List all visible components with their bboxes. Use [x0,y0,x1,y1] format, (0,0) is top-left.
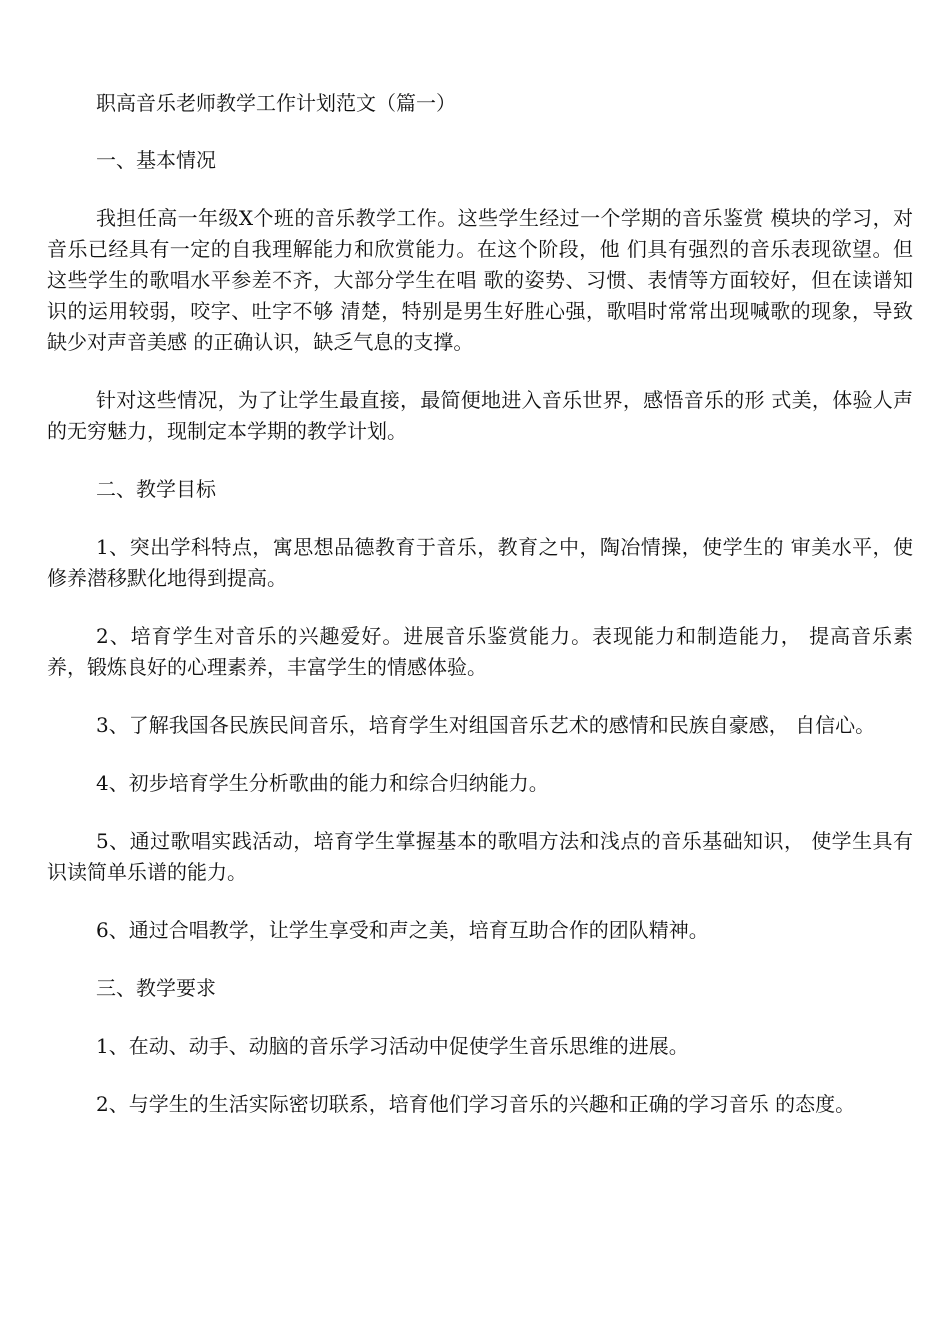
section-heading-teaching-goals: 二、教学目标 [96,477,216,501]
goal-item-2: 2、培育学生对音乐的兴趣爱好。进展音乐鉴赏能力。表现能力和制造能力， 提高音乐素养，锻炼良好的心理素养，丰富学生的情感体验。 [47,624,913,679]
requirement-item-2: 2、与学生的生活实际密切联系，培育他们学习音乐的兴趣和正确的学习音乐 的态度。 [96,1092,856,1116]
goal-item-1: 1、突出学科特点，寓思想品德教育于音乐，教育之中，陶冶情操，使学生的 审美水平，使修养潜移默化地得到提高。 [47,535,913,590]
section-heading-teaching-requirements: 三、教学要求 [96,976,216,1000]
requirement-item-1: 1、在动、动手、动脑的音乐学习活动中促使学生音乐思维的进展。 [96,1034,689,1058]
section-heading-basic-situation: 一、基本情况 [96,148,216,172]
goal-item-3: 3、了解我国各民族民间音乐，培育学生对组国音乐艺术的感情和民族自豪感， 自信心。 [96,713,876,737]
goal-item-4: 4、初步培育学生分析歌曲的能力和综合归纳能力。 [96,771,549,795]
goal-item-5: 5、通过歌唱实践活动，培育学生掌握基本的歌唱方法和浅点的音乐基础知识， 使学生具有识读简单乐谱的能力。 [47,829,913,884]
goal-item-6: 6、通过合唱教学，让学生享受和声之美，培育互助合作的团队精神。 [96,918,709,942]
document-title: 职高音乐老师教学工作计划范文（篇一） [96,91,456,115]
paragraph-plan-purpose: 针对这些情况，为了让学生最直接，最简便地进入音乐世界，感悟音乐的形 式美，体验人声的无穷魅力，现制定本学期的教学计划。 [47,388,913,443]
document-body [47,88,913,1120]
paragraph-student-situation: 我担任高一年级X个班的音乐教学工作。这些学生经过一个学期的音乐鉴赏 模块的学习，对音乐已经具有一定的自我理解能力和欣赏能力。在这个阶段，他 们具有强烈的音乐表现欲望。但这些学生的歌唱水平参差不齐，大部分学生在唱 歌的姿势、习惯、表情等方面较好，但在读谱知识的运用较弱，咬字、吐字不够 清楚，特别是男生好胜心强，歌唱时常常出现喊歌的现象，导致缺少对声音美感 的正确认识，缺乏气息的支撑。 [47,206,913,354]
